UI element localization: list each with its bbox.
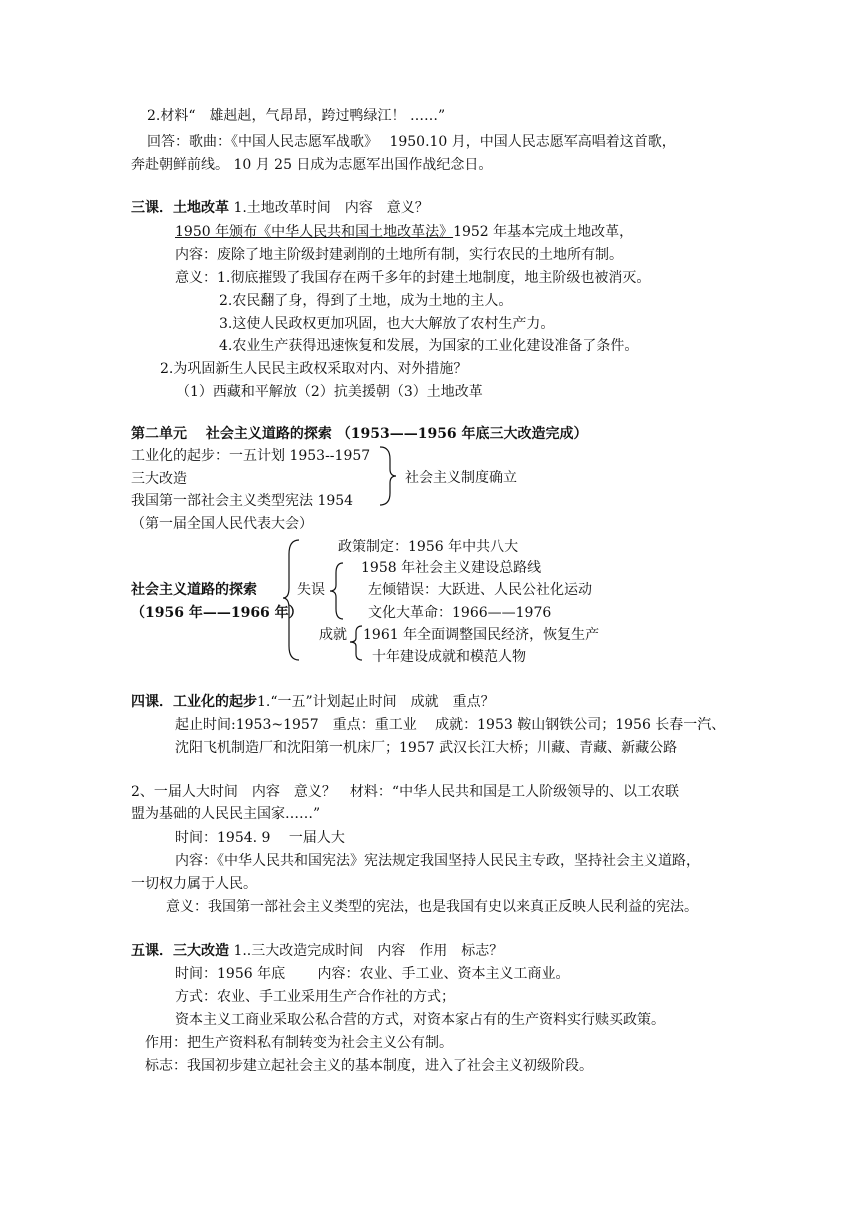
npc-meaning: 意义：我国第一部社会主义类型的宪法，也是我国有史以来真正反映人民利益的宪法。 xyxy=(166,899,698,915)
lesson4-title: 四课．工业化的起步 xyxy=(131,694,257,710)
five-year-plan-line-1: 起止时间:1953~1957 重点：重工业 成就：1953 鞍山钢铁公司；1956 长春一汽、 xyxy=(175,717,726,733)
npc-question: 2、一届人大时间 内容 意义？ 材料：“中华人民共和国是工人阶级领导的、以工农联 xyxy=(131,784,680,800)
answer-line-cont: 奔赴朝鲜前线。 10 月 25 日成为志愿军出国作战纪念日。 xyxy=(131,157,493,173)
mistake-item-2: 左倾错误：大跃进、人民公社化运动 xyxy=(368,582,592,598)
npc-content-cont: 一切权力属于人民。 xyxy=(131,876,257,892)
exploration-title: 社会主义道路的探索 xyxy=(131,582,257,598)
right-brace-icon xyxy=(378,445,398,507)
unit2-item-3: 我国第一部社会主义类型宪法 1954 xyxy=(131,493,354,509)
policy-line: 政策制定：1956 年中共八大 xyxy=(338,539,519,555)
unit2-item-2: 三大改造 xyxy=(131,471,187,487)
achieve-item-1: 1961 年全面调整国民经济，恢复生产 xyxy=(363,627,600,643)
measures-question: 2.为巩固新生人民民主政权采取对内、对外措施？ xyxy=(160,361,468,377)
land-meaning-4: 4.农业生产获得迅速恢复和发展，为国家的工业化建设准备了条件。 xyxy=(219,338,639,354)
land-law-rest: 1952 年基本完成土地改革， xyxy=(453,224,634,240)
unit2-result: 社会主义制度确立 xyxy=(405,470,517,486)
mistake-label: 失误 xyxy=(297,582,325,598)
lesson5-title: 五课．三大改造 xyxy=(131,943,229,959)
answer-line: 回答：歌曲：《中国人民志愿军战歌》 1950.10 月，中国人民志愿军高唱着这首歌， xyxy=(147,134,676,150)
lesson4-question: 1.“一五”计划起止时间 成就 重点？ xyxy=(257,694,495,710)
reform-effect: 作用：把生产资料私有制转变为社会主义公有制。 xyxy=(145,1035,453,1051)
reform-method: 方式：农业、手工业采用生产合作社的方式； xyxy=(175,989,455,1005)
mistake-item-3: 文化大革命：1966——1976 xyxy=(368,605,552,621)
lesson3-title: 三课．土地改革 xyxy=(131,200,229,216)
material-line: 2.材料“ 雄赳赳，气昂昂，跨过鸭绿江！ ……” xyxy=(147,108,446,124)
measures-answer: （1）西藏和平解放（2）抗美援朝（3）土地改革 xyxy=(176,384,483,400)
lesson3-question: 1.土地改革时间 内容 意义？ xyxy=(233,200,429,216)
reform-time: 时间：1956 年底 内容：农业、手工业、资本主义工商业。 xyxy=(175,966,570,982)
land-meaning-3: 3.这使人民政权更加巩固，也大大解放了农村生产力。 xyxy=(219,316,555,332)
npc-question-cont: 盟为基础的人民民主国家……” xyxy=(131,806,321,822)
land-meaning-1: 意义：1.彻底摧毁了我国存在两千多年的封建土地制度，地主阶级也被消灭。 xyxy=(175,270,651,286)
left-brace-icon xyxy=(330,561,346,621)
lesson5-heading xyxy=(131,941,503,961)
left-brace-icon xyxy=(350,624,364,664)
achieve-label: 成就 xyxy=(319,627,347,643)
achieve-item-2: 十年建设成就和模范人物 xyxy=(372,649,526,665)
npc-content: 内容：《中华人民共和国宪法》宪法规定我国坚持人民民主专政，坚持社会主义道路， xyxy=(175,853,700,869)
reform-method-cont: 资本主义工商业采取公私合营的方式，对资本家占有的生产资料实行赎买政策。 xyxy=(175,1012,665,1028)
land-content: 内容：废除了地主阶级封建剥削的土地所有制，实行农民的土地所有制。 xyxy=(175,247,623,263)
lesson3-heading xyxy=(131,198,429,218)
exploration-period: （1956 年——1966 年） xyxy=(131,605,303,621)
lesson5-question: 1..三大改造完成时间 内容 作用 标志？ xyxy=(233,943,504,959)
unit2-item-4: （第一届全国人民代表大会） xyxy=(131,516,313,532)
reform-sign: 标志：我国初步建立起社会主义的基本制度，进入了社会主义初级阶段。 xyxy=(145,1058,593,1074)
land-law-title: 1950 年颁布《中华人民共和国土地改革法》 xyxy=(175,224,454,240)
five-year-plan-line-2: 沈阳飞机制造厂和沈阳第一机床厂；1957 武汉长江大桥；川藏、青藏、新藏公路 xyxy=(175,740,678,756)
land-law-line xyxy=(175,222,633,242)
unit2-item-1: 工业化的起步：一五计划 1953--1957 xyxy=(131,448,371,464)
npc-time: 时间：1954. 9 一届人大 xyxy=(175,830,345,846)
left-brace-icon xyxy=(283,538,303,662)
mistake-item-1: 1958 年社会主义建设总路线 xyxy=(361,560,542,576)
lesson4-heading xyxy=(131,692,495,712)
unit2-heading: 第二单元 社会主义道路的探索 （1953——1956 年底三大改造完成） xyxy=(131,426,588,442)
land-meaning-2: 2.农民翻了身，得到了土地，成为土地的主人。 xyxy=(219,293,513,309)
